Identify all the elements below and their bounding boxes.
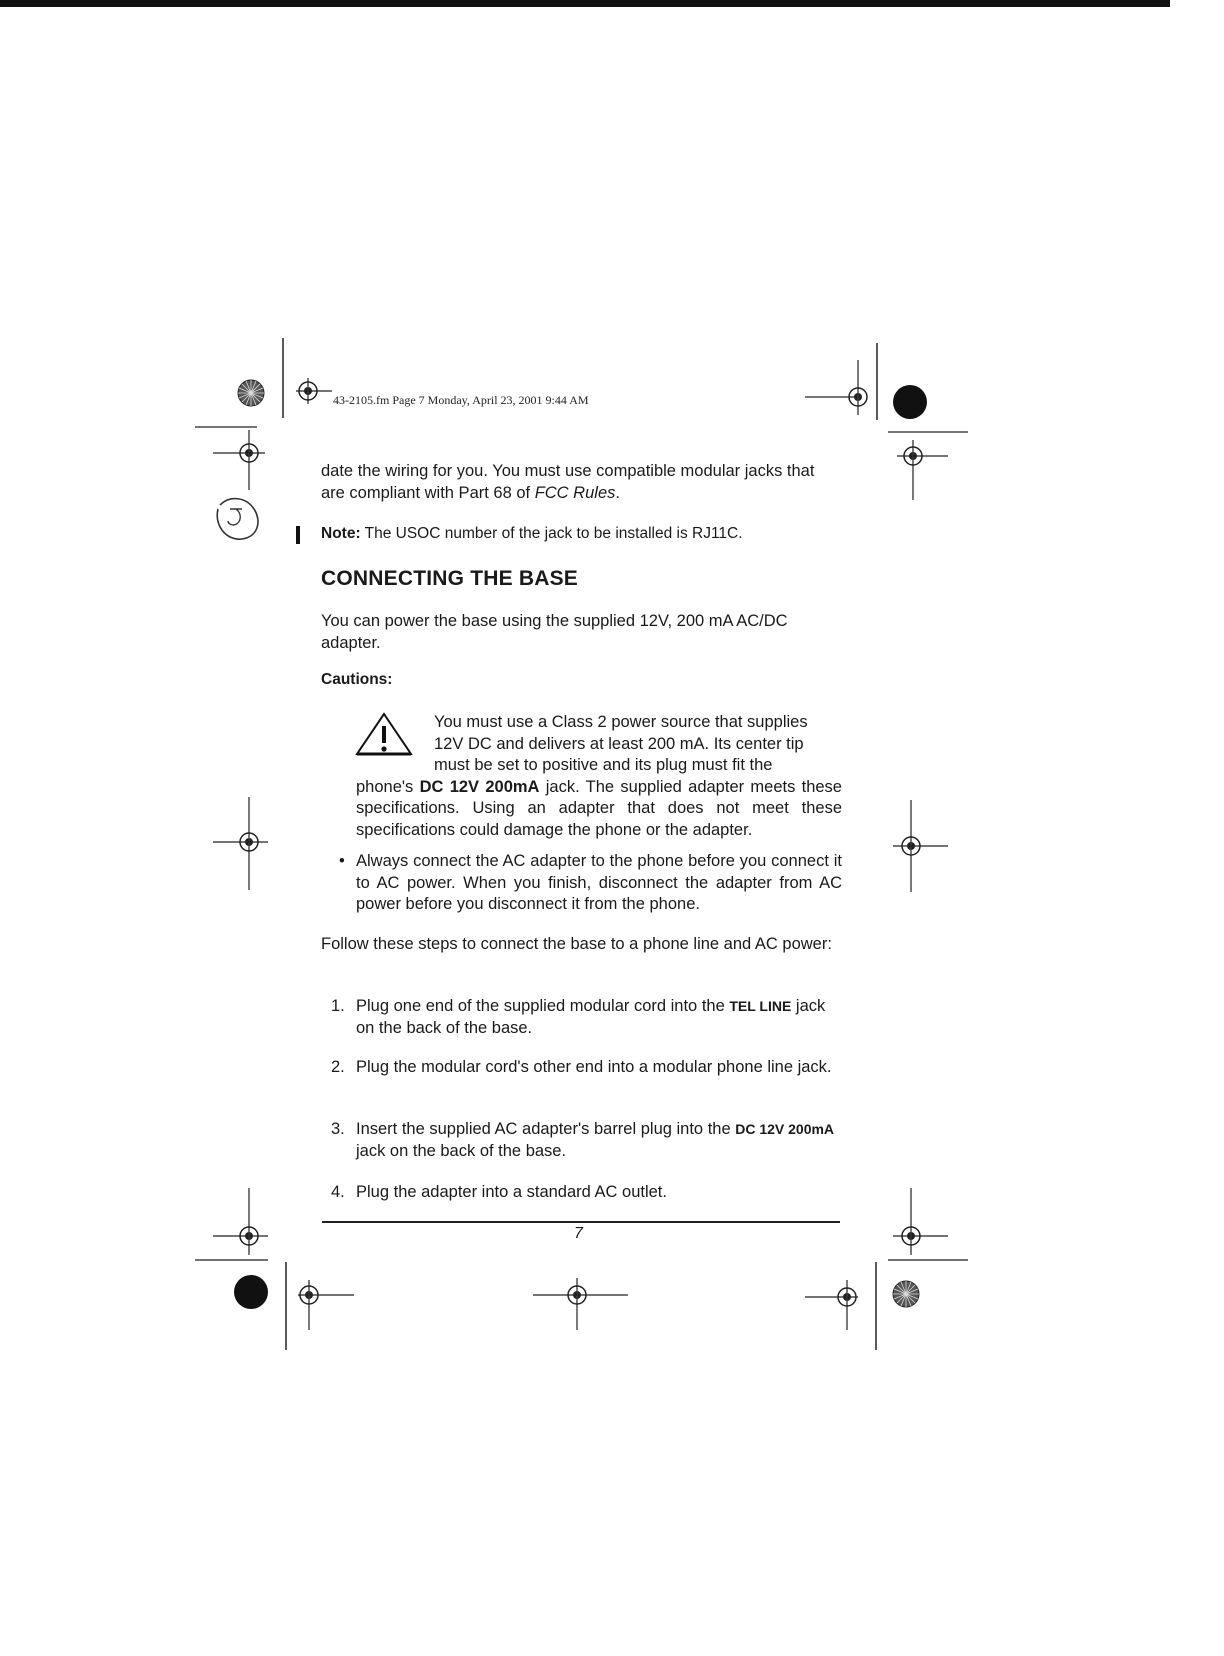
step-item: Insert the supplied AC adapter's barrel plug into the DC 12V 200mA jack on the back of the base. [356, 1120, 835, 1160]
power-paragraph: You can power the base using the supplied 12V, 200 mA AC/DC adapter. [321, 612, 788, 652]
wiring-paragraph: date the wiring for you. You must use compatible modular jacks that are compliant with Part 68 of FCC Rules. [321, 462, 815, 502]
registration-dot-icon [893, 385, 927, 419]
cautions-label: Cautions: [321, 671, 393, 688]
file-slug-header: 43-2105.fm Page 7 Monday, April 23, 2001 9:44 AM [333, 393, 589, 407]
usoc-note: Note: The USOC number of the jack to be installed is RJ11C. [321, 525, 743, 542]
step-item: Plug the adapter into a standard AC outlet. [356, 1183, 667, 1201]
step-item: Plug the modular cord's other end into a modular phone line jack. [356, 1058, 832, 1076]
step-number: 1. [331, 997, 345, 1015]
step-item: Plug one end of the supplied modular cord into the TEL LINE jack on the back of the base. [356, 997, 826, 1037]
step-number: 4. [331, 1183, 345, 1201]
section-heading: CONNECTING THE BASE [321, 567, 578, 590]
footer-rule [322, 1221, 840, 1223]
registration-star-icon [238, 380, 264, 406]
step-number: 2. [331, 1058, 345, 1076]
bullet-marker: • [339, 852, 345, 870]
caution-power-source: You must use a Class 2 power source that supplies 12V DC and delivers at least 200 mA. Its center tip must be set to positive and its plug must fit the phone's DC 12V 200mA jack. The supplied adapter meets these specifications. Using an adapter that does not meet these specifications could damage the phone or the adapter. [356, 713, 842, 839]
page-number: 7 [574, 1225, 583, 1242]
note-label: Note: [321, 525, 361, 542]
handwritten-circle-mark [217, 499, 258, 540]
dc-jack-label: DC 12V 200mA [419, 777, 540, 796]
caution-connect-order: Always connect the AC adapter to the phone before you connect it to AC power. When you finish, disconnect the adapter from AC power before you disconnect it from the phone. [356, 852, 842, 913]
registration-dot-icon [234, 1275, 268, 1309]
registration-star-icon [893, 1281, 919, 1307]
steps-intro: Follow these steps to connect the base to a phone line and AC power: [321, 935, 832, 953]
step-number: 3. [331, 1120, 345, 1138]
change-bar [296, 526, 300, 544]
fcc-rules-reference: FCC Rules [534, 483, 616, 502]
